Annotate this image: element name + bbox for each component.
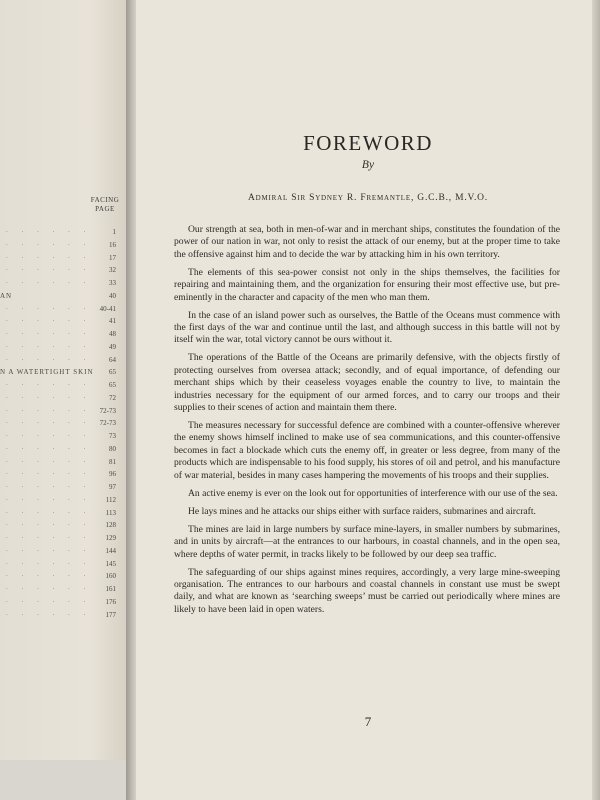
toc-page-number: 129 [105, 534, 116, 542]
toc-page-number: 33 [109, 279, 116, 287]
toc-leader-dots: . . . . . . [6, 468, 92, 477]
toc-page-number: 17 [109, 253, 116, 262]
author-name: Admiral Sir Sydney R. Fremantle, G.C.B., M.V.O. [248, 193, 488, 203]
toc-entry-title: N A WATERTIGHT SKIN [0, 368, 94, 377]
toc-page-number: 32 [109, 266, 116, 275]
page-title: FOREWORD [303, 131, 433, 155]
toc-page-number: 40-41 [99, 304, 116, 313]
toc-leader-dots: . . . . . . [6, 379, 92, 387]
toc-leader-dots: . . . . . . [6, 353, 92, 362]
toc-leader-dots: . . . . . . [6, 583, 92, 591]
facing-page-header [85, 196, 125, 214]
paragraph: In the case of an island power such as ourselves, the Battle of the Oceans must commence with the first days of the war and continue until the last, and although success in this battle will not by itself win the war, total victory cannot be ours without it. [174, 309, 560, 346]
toc-page-number: 80 [109, 444, 116, 453]
toc-entry-title: AN [0, 291, 13, 300]
toc-leader-dots: . . . . . . [6, 430, 92, 438]
toc-row [0, 353, 124, 368]
paragraph: The safeguarding of our ships against mines requires, accordingly, a very large mine-sweeping organisation. The entrances to our harbours and coastal channels in constant use must be swept daily, and what are known as ‘searching sweeps’ must be carried out periodically where mines are likely to have been laid in open waters. [174, 566, 560, 615]
toc-row [0, 279, 124, 291]
toc-leader-dots: . . . . . . [6, 340, 92, 349]
toc-leader-dots: . . . . . . [6, 315, 92, 324]
paragraph: The measures necessary for successful defence are combined with a counter-offensive wherever the enemy shows himself inclined to make use of sea communications, and this counter-offensive becomes in fact a blockade which cuts the enemy off, in greater or less degree, from many of the products which are indispensable to his food supply, his stores of oil and petrol, and his manufacture of war material, besides in many cases hampering the movements of his troops and their supplies. [174, 420, 560, 481]
paragraph: The operations of the Battle of the Oceans are primarily defensive, with the objects firstly of protecting ourselves from oversea attack; secondly, and of equal importance, of defending our merchant ships which by their ceaseless voyages enable the country to live, to maintain the industries necessary for the equipment of our armed forces, and to carry our troops and their supplies to their scenes of action and maintain them there. [174, 352, 560, 414]
toc-page-number: 65 [109, 381, 116, 389]
toc-page-number: 48 [109, 330, 116, 338]
toc-page-number: 40 [109, 291, 116, 300]
toc-page-number: 64 [109, 355, 116, 364]
toc-page-number: 97 [109, 483, 116, 491]
page-number: 7 [364, 714, 372, 729]
toc-page-number: 113 [105, 508, 116, 517]
paragraph: He lays mines and he attacks our ships either with surface raiders, submarines and aircraft. [188, 505, 536, 517]
toc-page-number: 160 [105, 572, 116, 581]
toc-leader-dots: . . . . . . [6, 595, 92, 604]
paragraph: The mines are laid in large numbers by surface mine-layers, in smaller numbers by submarines, and in units by aircraft—at the entrances to our harbours, in coastal channels, and in the open sea, where depths of water permit, in tracks likely to be followed by our deep sea traffic. [174, 523, 560, 560]
toc-row [0, 608, 124, 623]
toc-page-number: 16 [109, 240, 116, 249]
toc-leader-dots: . . . . . . [6, 544, 92, 553]
toc-page-number: 72-73 [99, 406, 116, 415]
toc-page-number: 65 [109, 368, 116, 377]
toc-page-number: 177 [105, 610, 116, 619]
toc-leader-dots: . . . . . . [6, 532, 92, 540]
toc-page-number: 81 [109, 457, 116, 466]
toc-page-number: 96 [109, 470, 116, 479]
foreword-body [174, 224, 560, 622]
toc-page-number: 49 [109, 342, 116, 351]
toc-page-number: 161 [105, 585, 116, 593]
paragraph: An active enemy is ever on the look out for opportunities of interference with our use of the sea. [188, 487, 558, 499]
toc-leader-dots: . . . . . . [6, 251, 92, 260]
toc-leader-dots: . . . . . . [6, 442, 92, 451]
toc-page-number: 1 [112, 228, 116, 236]
toc-leader-dots: . . . . . . [6, 506, 92, 515]
toc-leader-dots: . . . . . . [6, 302, 92, 311]
toc-leader-dots: . . . . . . [6, 404, 92, 413]
toc-leader-dots: . . . . . . [6, 570, 92, 579]
toc-page-number: 176 [105, 597, 116, 606]
toc-leader-dots: . . . . . . [6, 226, 92, 234]
toc-page-number: 72-73 [99, 419, 116, 428]
toc-page-number: 145 [105, 559, 116, 568]
toc-page-number: 73 [109, 432, 116, 440]
toc-leader-dots: . . . . . . [6, 608, 92, 617]
right-page [136, 0, 600, 800]
toc-leader-dots: . . . . . . [6, 391, 92, 400]
toc-leader-dots: . . . . . . [6, 238, 92, 247]
toc-page-number: 41 [109, 317, 116, 326]
toc-leader-dots: . . . . . . [6, 277, 92, 285]
left-page [0, 0, 128, 760]
toc-leader-dots: . . . . . . [6, 493, 92, 502]
page-edge [592, 0, 600, 800]
paragraph: Our strength at sea, both in men-of-war and in merchant ships, constitutes the foundation of the power of our nation in war, not only to resist the attack of our enemy, but at the proper time to take the offensive against him and to decide the war by attacking him in his own territory. [174, 224, 560, 260]
toc-page-number: 72 [109, 393, 116, 402]
toc-page-number: 128 [105, 521, 116, 530]
page-label: PAGE [95, 205, 115, 213]
toc-page-number: 112 [105, 495, 116, 504]
byline-by: By [361, 159, 375, 171]
facing-label: FACING [90, 196, 120, 204]
toc-leader-dots: . . . . . . [6, 557, 92, 566]
toc-leader-dots: . . . . . . [6, 455, 92, 464]
toc-leader-dots: . . . . . . [6, 519, 92, 528]
toc-leader-dots: . . . . . . [6, 328, 92, 336]
toc-leader-dots: . . . . . . [6, 481, 92, 489]
toc-leader-dots: . . . . . . [6, 264, 92, 273]
toc-leader-dots: . . . . . . [6, 417, 92, 426]
toc-page-number: 144 [105, 546, 116, 555]
paragraph: The elements of this sea-power consist not only in the ships themselves, the facilities for repairing and maintaining them, and the organization for ensuring their most effective use, but pre-eminently in the character and capacity of the men who man them. [174, 266, 560, 303]
